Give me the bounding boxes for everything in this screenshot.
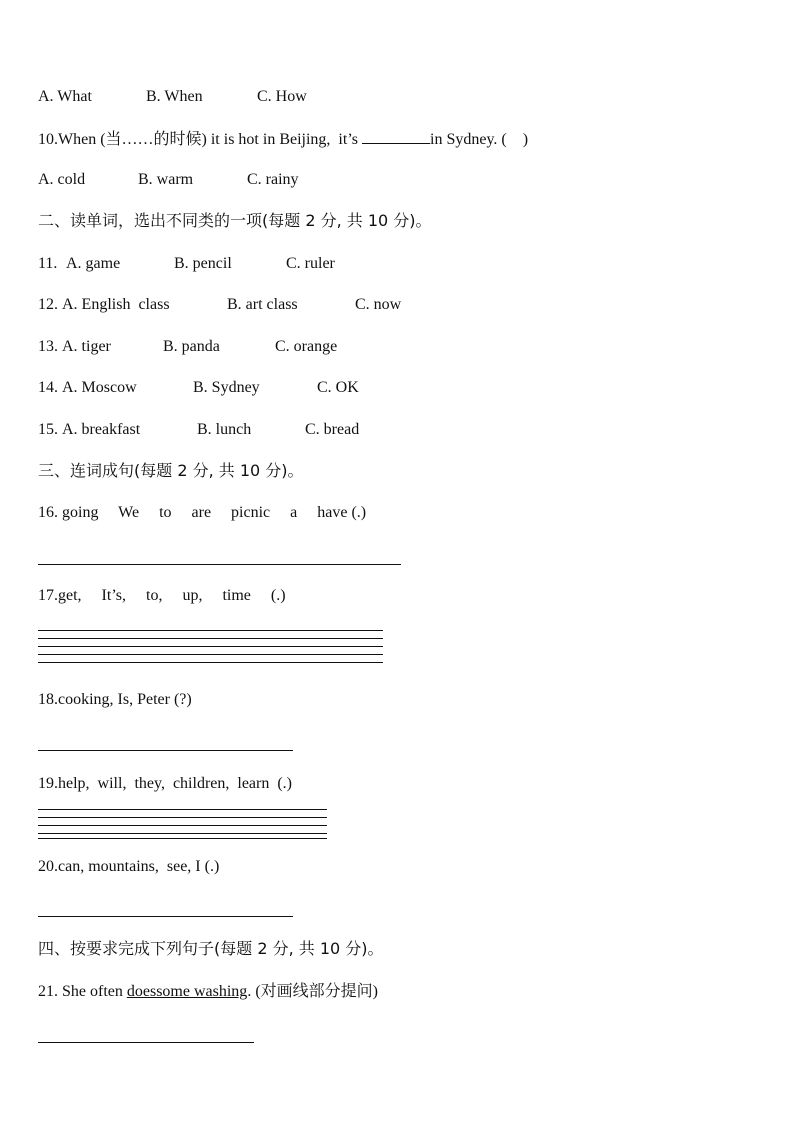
q14-option-c: C. OK bbox=[317, 379, 359, 396]
q11-option-b: B. pencil bbox=[174, 255, 232, 272]
q21-underlined-text: doessome washing bbox=[126, 983, 248, 1000]
q9-option-b: B. When bbox=[146, 88, 203, 105]
answer-line bbox=[38, 838, 327, 839]
q13-option-b: B. panda bbox=[163, 338, 220, 355]
question-18: 18.cooking, Is, Peter (?) bbox=[38, 691, 192, 708]
answer-line bbox=[38, 646, 383, 647]
q14-option-b: B. Sydney bbox=[193, 379, 260, 396]
q11-option-a: A. game bbox=[66, 255, 121, 272]
section-3-title: 三、连词成句(每题 2 分, 共 10 分)。 bbox=[38, 461, 304, 480]
question-19: 19.help, will, they, children, learn (.) bbox=[38, 775, 292, 792]
answer-line bbox=[38, 564, 401, 565]
q14-option-a: A. Moscow bbox=[62, 379, 137, 396]
q13-option-c: C. orange bbox=[275, 338, 338, 355]
answer-line bbox=[38, 750, 293, 751]
q15-option-b: B. lunch bbox=[197, 421, 252, 438]
q12-number: 12. bbox=[38, 296, 58, 313]
question-16: 16. going We to are picnic a have (.) bbox=[38, 504, 367, 521]
q12-option-a: A. English class bbox=[62, 296, 170, 313]
question-17: 17.get, It’s, to, up, time (.) bbox=[38, 587, 286, 604]
answer-line bbox=[38, 825, 327, 826]
section-2-title: 二、读单词，选出不同类的一项(每题 2 分, 共 10 分)。 bbox=[38, 211, 432, 230]
answer-line bbox=[38, 630, 383, 631]
section-4-title: 四、按要求完成下列句子(每题 2 分, 共 10 分)。 bbox=[38, 939, 384, 958]
answer-line bbox=[38, 662, 383, 663]
q13-number: 13. bbox=[38, 338, 58, 355]
q13-option-a: A. tiger bbox=[62, 338, 111, 355]
answer-line bbox=[38, 809, 327, 810]
q10-option-b: B. warm bbox=[138, 171, 194, 188]
q9-option-c: C. How bbox=[257, 88, 307, 105]
question-21 bbox=[38, 982, 378, 1002]
answer-line bbox=[38, 654, 383, 655]
answer-line bbox=[38, 638, 383, 639]
q12-option-b: B. art class bbox=[227, 296, 298, 313]
q10-suffix: in Sydney. ( ) bbox=[430, 131, 529, 148]
answer-line bbox=[38, 833, 327, 834]
q15-number: 15. bbox=[38, 421, 58, 438]
q11-number: 11. bbox=[38, 255, 62, 272]
q21-suffix: . (对画线部分提问) bbox=[247, 983, 378, 1000]
answer-line bbox=[38, 916, 293, 917]
answer-line bbox=[38, 1042, 254, 1043]
q10-option-a: A. cold bbox=[38, 171, 86, 188]
q14-number: 14. bbox=[38, 379, 58, 396]
q15-option-c: C. bread bbox=[305, 421, 360, 438]
question-20: 20.can, mountains, see, I (.) bbox=[38, 858, 220, 875]
q21-prefix: 21. She often bbox=[38, 983, 127, 1000]
q15-option-a: A. breakfast bbox=[62, 421, 141, 438]
q12-option-c: C. now bbox=[355, 296, 402, 313]
q10-prefix: 10.When (当……的时候) it is hot in Beijing, it’s bbox=[38, 131, 362, 148]
answer-blank bbox=[362, 129, 430, 144]
q10-option-c: C. rainy bbox=[247, 171, 299, 188]
q11-option-c: C. ruler bbox=[286, 255, 335, 272]
q9-option-a: A. What bbox=[38, 88, 92, 105]
question-10 bbox=[38, 129, 528, 150]
answer-line bbox=[38, 817, 327, 818]
